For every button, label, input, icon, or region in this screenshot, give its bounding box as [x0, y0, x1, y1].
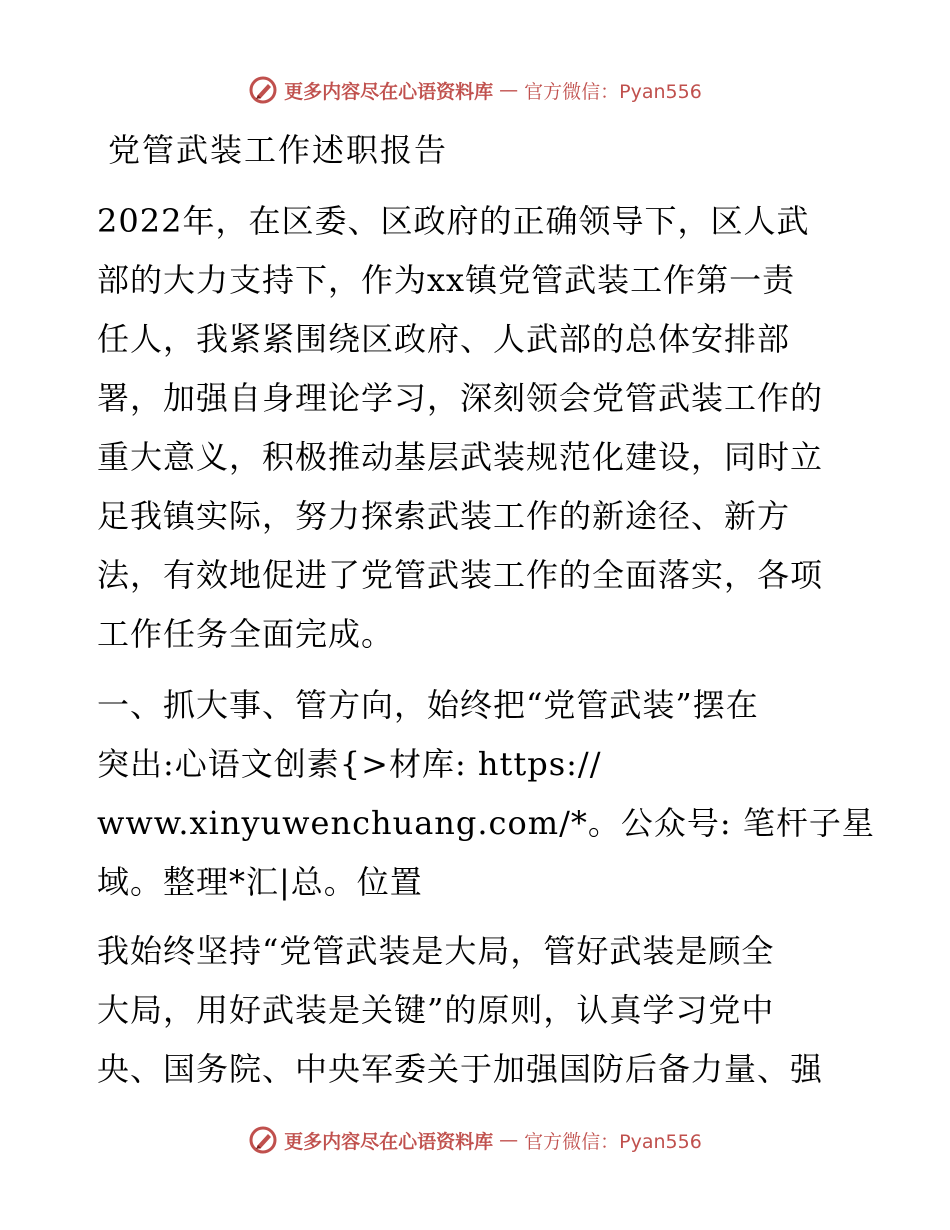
text-line: www.xinyuwenchuang.com/*。公众号: 笔杆子星: [97, 804, 875, 842]
text-line: 任人，我紧紧围绕区政府、人武部的总体安排部: [97, 320, 791, 358]
paragraph-body: [97, 922, 857, 1099]
pen-logo-icon: [248, 1125, 278, 1155]
watermark-contact: 官方微信：Pyan556: [524, 80, 702, 103]
text-line: 一、抓大事、管方向，始终把“党管武装”摆在: [97, 686, 759, 724]
text-line: 部的大力支持下，作为xx镇党管武装工作第一责: [97, 261, 796, 299]
watermark-header: [0, 70, 950, 110]
text-line: 2022年，在区委、区政府的正确领导下，区人武: [97, 202, 810, 240]
text-line: 央、国务院、中央军委关于加强国防后备力量、强: [97, 1050, 824, 1088]
text-line: 署，加强自身理论学习，深刻领会党管武装工作的: [97, 379, 824, 417]
paragraph-section-heading: [97, 676, 875, 912]
text-line: 重大意义，积极推动基层武装规范化建设，同时立: [97, 438, 824, 476]
watermark-text: 更多内容尽在心语资料库: [284, 80, 494, 103]
text-line: 域。整理*汇|总。位置: [97, 863, 423, 901]
text-line: 大局，用好武装是关键”的原则，认真学习党中: [97, 991, 775, 1029]
text-line: 法，有效地促进了党管武装工作的全面落实，各项: [97, 556, 824, 594]
document-title: 党管武装工作述职报告: [108, 131, 449, 169]
watermark-contact: 官方微信：Pyan556: [524, 1130, 702, 1153]
text-line: 工作任务全面完成。: [97, 615, 395, 653]
watermark-text: 更多内容尽在心语资料库: [284, 1130, 494, 1153]
watermark-footer: [0, 1120, 950, 1160]
text-line: 突出:心语文创素{>材库: https://: [97, 745, 602, 783]
paragraph-intro: [97, 192, 857, 664]
pen-logo-icon: [248, 75, 278, 105]
watermark-separator: —: [499, 1129, 519, 1151]
watermark-separator: —: [499, 79, 519, 101]
text-line: 足我镇实际，努力探索武装工作的新途径、新方: [97, 497, 791, 535]
text-line: 我始终坚持“党管武装是大局，管好武装是顾全: [97, 932, 775, 970]
